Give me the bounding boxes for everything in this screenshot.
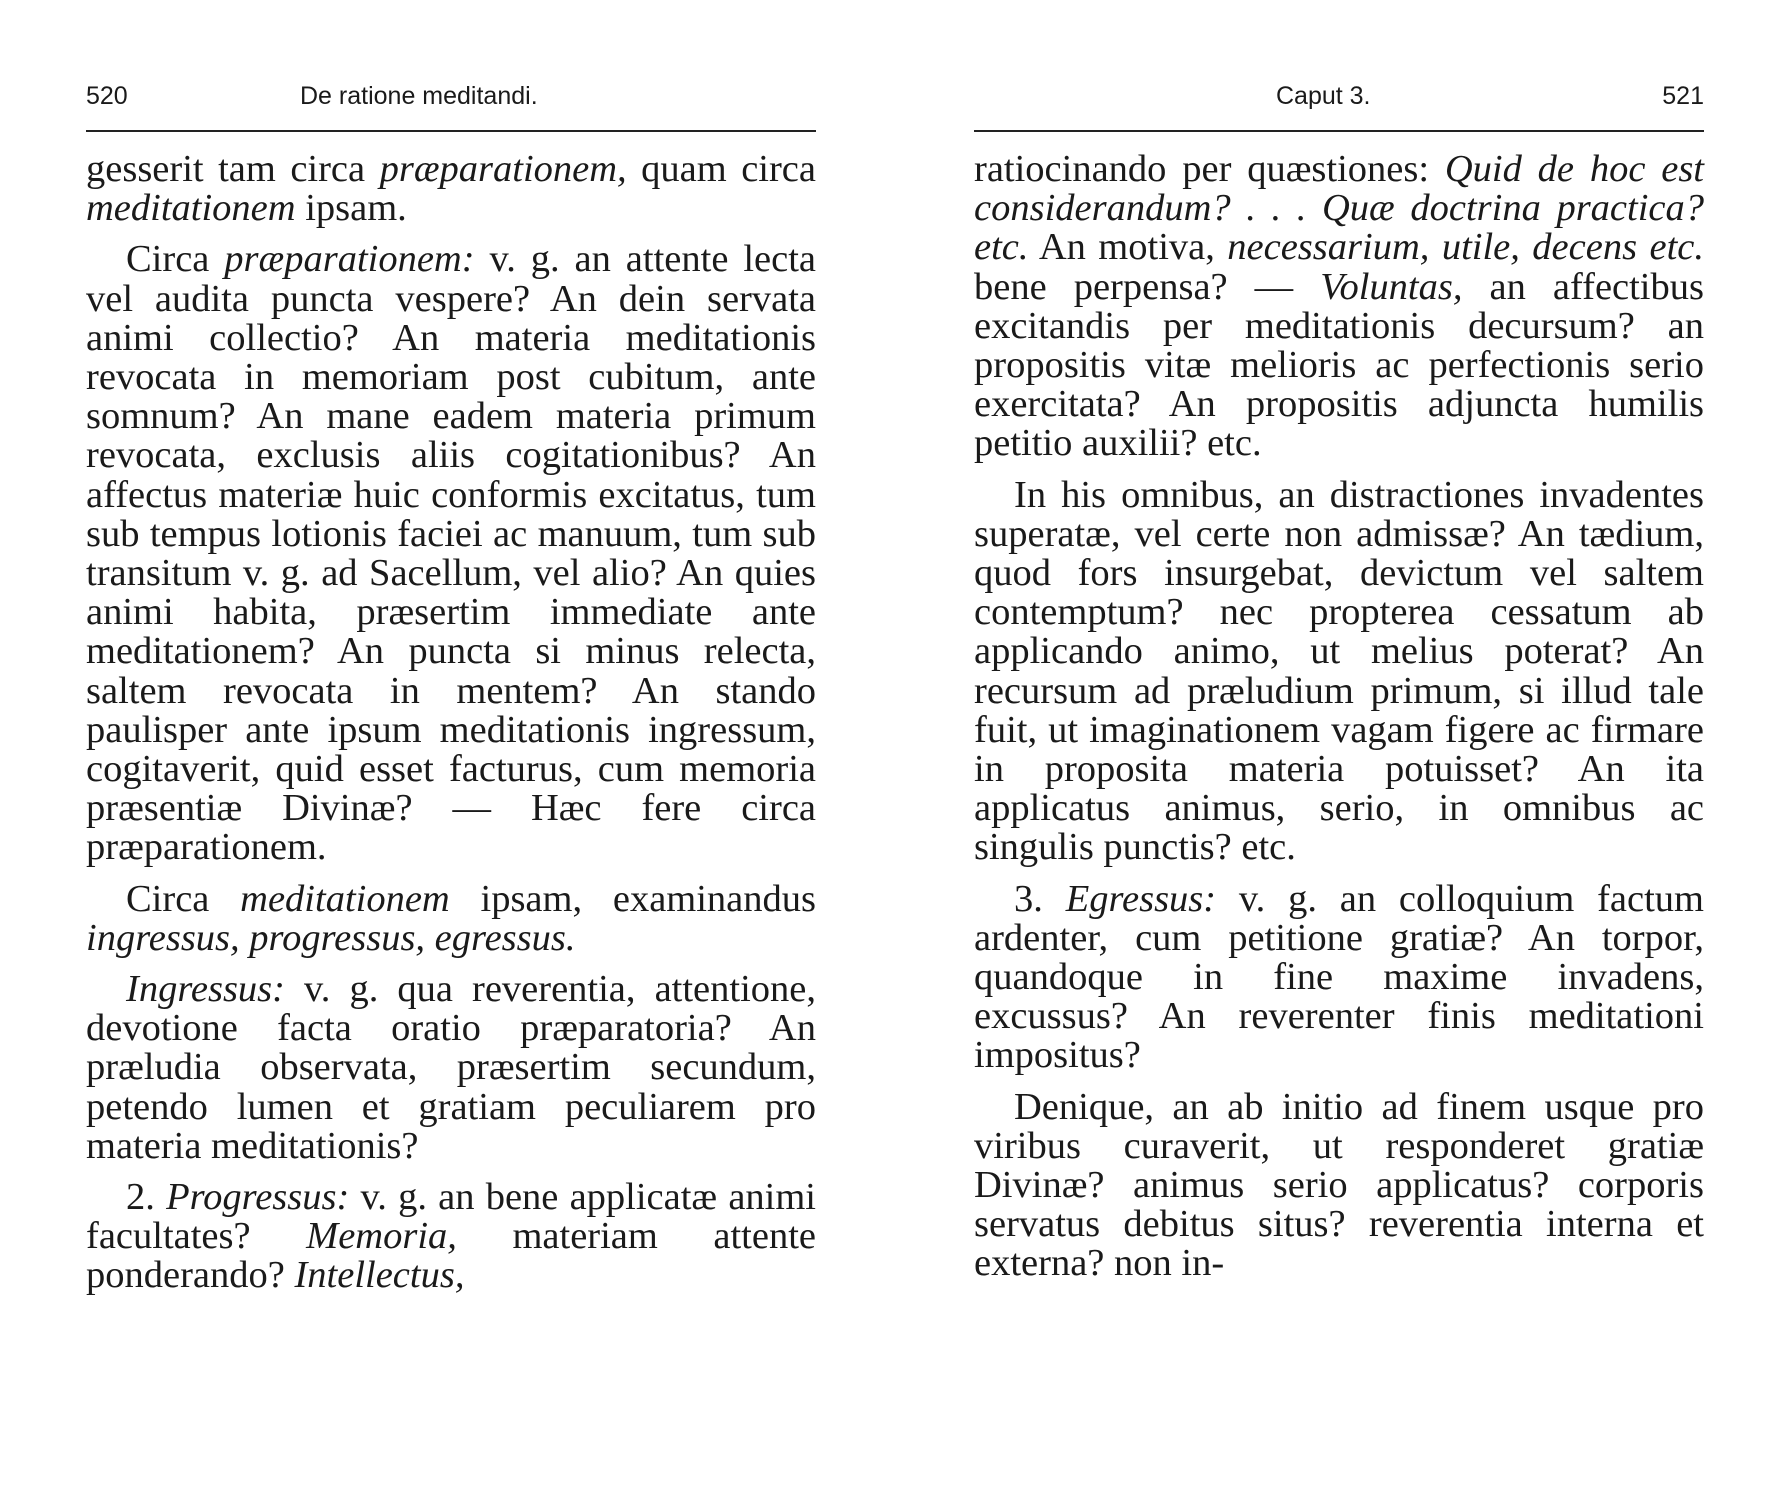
left-paragraph <box>86 970 816 1166</box>
italic-run: meditationem <box>240 877 450 920</box>
italic-run: Intellectus, <box>294 1254 465 1297</box>
left-paragraph <box>86 1178 816 1296</box>
right-paragraph <box>974 1085 1704 1285</box>
text-run: materiam attente ponderando? <box>86 1215 816 1297</box>
right-running-title: Caput 3. <box>1276 82 1371 110</box>
left-header-rule <box>86 130 816 132</box>
left-paragraph <box>86 877 817 959</box>
italic-run: præparationem: <box>224 238 475 281</box>
italic-run: Progressus: <box>166 1176 350 1219</box>
right-body-text <box>974 150 1704 1284</box>
text-run: v. g. qua reverentia, attentione, devotione facta oratio præparatoria? An præludia observata, præsertim secundum, petendo lumen et gratiam peculiarem pro materia meditationis? <box>86 968 816 1167</box>
left-body-text <box>86 150 816 1296</box>
text-run: an affectibus excitandis per meditationis decursum? an propositis vitæ melioris ac perfectionis serio exercitata? An propositis adjuncta humilis petitio auxilii? etc. <box>974 265 1704 465</box>
text-run: Denique, an ab initio ad finem usque pro viribus curaverit, ut responderet gratiæ Divinæ? animus serio applicatus? corporis servatus debitus situs? reverentia interna et externa? non in- <box>974 1085 1704 1285</box>
italic-run: Memoria, <box>306 1215 457 1258</box>
text-run: ipsam. <box>295 187 407 230</box>
right-page <box>974 0 1704 1284</box>
italic-run: ingressus, progressus, egressus. <box>86 916 576 959</box>
text-run: v. g. an colloquium factum ardenter, cum petitione gratiæ? An torpor, quandoque in fine maxime invadens, excussus? An reverenter finis meditationi impositus? <box>974 877 1705 1077</box>
italic-run: Quid de hoc est considerandum? . . . Quæ doctrina practica? etc. <box>974 148 1704 269</box>
left-running-head <box>86 82 816 126</box>
text-run: Circa <box>126 877 241 920</box>
text-run: v. g. an bene applicatæ animi facultates? <box>86 1176 816 1258</box>
left-paragraph <box>86 150 816 228</box>
text-run: 3. <box>1014 877 1066 920</box>
text-run: ipsam, examinandus <box>449 877 817 920</box>
left-paragraph <box>86 240 816 867</box>
right-header-rule <box>974 130 1704 132</box>
right-page-number: 521 <box>1662 82 1704 110</box>
text-run: In his omnibus, an distractiones invadentes superatæ, vel certe non admissæ? An tædium, quod fors insurgebat, devictum vel saltem contemptum? nec propterea cessatum ab applicando animo, ut melius poterat? An recursum ad præludium primum, si illud tale fuit, ut imaginationem vagam figere ac firmare in proposita materia potuisset? An ita applicatus animus, serio, in omnibus ac singulis punctis? etc. <box>974 473 1704 869</box>
left-page <box>86 0 816 1296</box>
text-run: gesserit tam circa <box>86 148 380 190</box>
italic-run: Ingressus: <box>126 968 285 1011</box>
left-page-number: 520 <box>86 82 128 110</box>
italic-run: Voluntas, <box>1320 265 1463 308</box>
right-running-head <box>974 82 1704 126</box>
italic-run: Egressus: <box>1065 877 1217 920</box>
text-run: bene perpensa? — <box>974 265 1321 308</box>
text-run: Circa <box>126 238 225 281</box>
text-run: ratiocinando per quæstiones: <box>974 148 1445 190</box>
text-run: 2. <box>126 1176 167 1219</box>
right-paragraph <box>974 473 1704 869</box>
text-run: v. g. an attente lecta vel audita puncta vespere? An dein servata animi collectio? An materia meditationis revocata in memoriam post cubitum, ante somnum? An mane eadem materia primum revocata, exclusis aliis cogitationibus? An affectus materiæ huic conformis excitatus, tum sub tempus lotionis faciei ac manuum, tum sub transitum v. g. ad Sacellum, vel alio? An quies animi habita, præsertim immediate ante meditationem? An puncta si minus relecta, saltem revocata in mentem? An stando paulisper ante ipsum meditationis ingressum, cogitaverit, quid esset facturus, cum memoria præsentiæ Divinæ? — Hæc fere circa præparationem. <box>86 238 816 869</box>
right-paragraph <box>974 877 1705 1077</box>
text-run: An motiva, <box>1028 226 1228 269</box>
left-running-title: De ratione meditandi. <box>300 82 538 110</box>
right-paragraph <box>974 150 1704 464</box>
text-run: quam circa <box>626 148 816 190</box>
italic-run: præparationem, <box>379 148 627 190</box>
italic-run: meditationem <box>86 187 296 230</box>
italic-run: necessarium, utile, decens etc. <box>1227 226 1704 269</box>
